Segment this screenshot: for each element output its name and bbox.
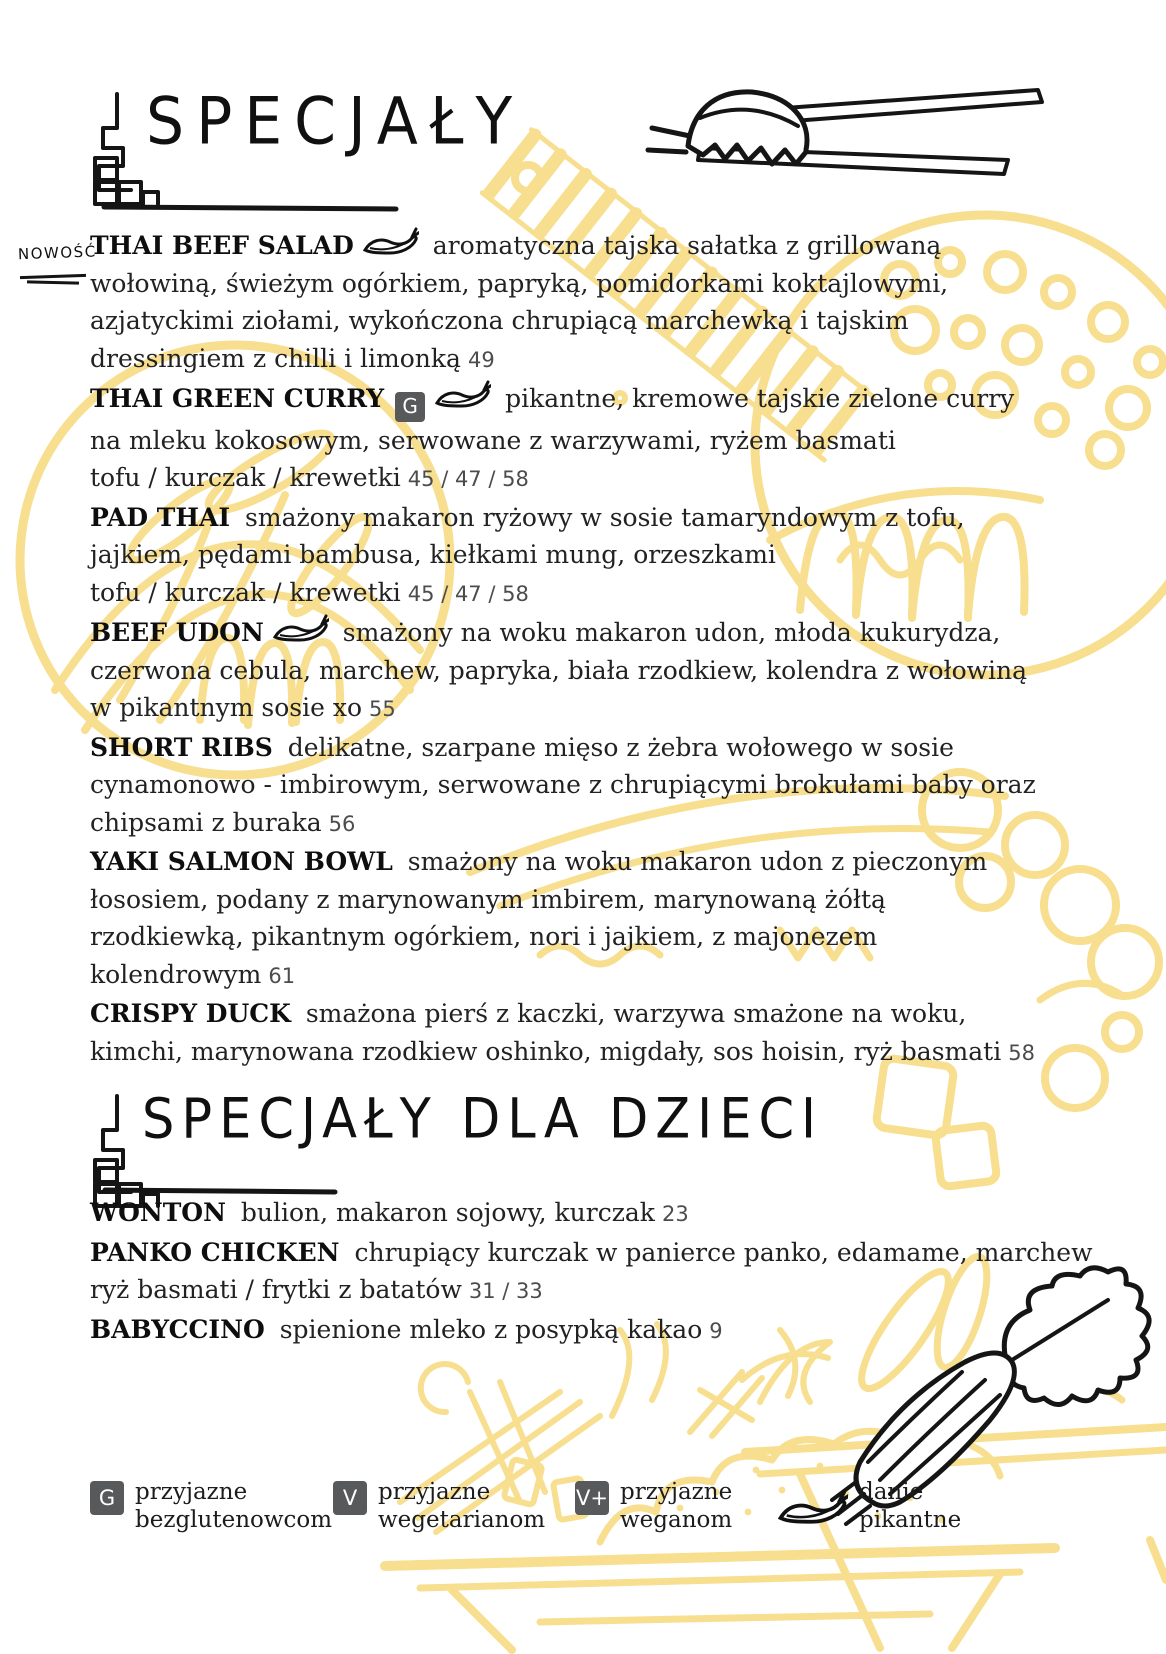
- item-description: delikatne, szarpane mięso z żebra wołowego w sosie cynamonowo - imbirowym, serwowane z chrupiącymi brokułami baby oraz chipsami z buraka: [90, 732, 1036, 837]
- specials-section: [17, 226, 1045, 1072]
- vegan-badge: V+: [575, 1481, 609, 1515]
- legend-vegan: [575, 1478, 732, 1534]
- vegetarian-badge: V: [333, 1481, 367, 1515]
- legend-label-line1: danie: [859, 1479, 924, 1505]
- item-name: SHORT RIBS: [90, 732, 273, 762]
- item-description: bulion, makaron sojowy, kurczak: [240, 1198, 655, 1227]
- menu-item-babyccino: [90, 1311, 1095, 1351]
- item-description: smażona pierś z kaczki, warzywa smażone na woku, kimchi, marynowana rzodkiew oshinko, migdały, sos hoisin, ryż basmati: [90, 999, 1002, 1066]
- legend-gluten-free: [90, 1478, 332, 1534]
- item-description: smażony na woku makaron udon, młoda kukurydza, czerwona cebula, marchew, papryka, biała rzodkiew, kolendra z wołowiną w pikantnym sosie xo: [90, 618, 1028, 723]
- legend-vegetarian: [333, 1478, 545, 1534]
- item-name: PANKO CHICKEN: [90, 1237, 340, 1267]
- item-description: spienione mleko z posypką kakao: [279, 1314, 703, 1344]
- legend-label-line2: pikantne: [859, 1507, 962, 1533]
- menu-item-beef-udon: [90, 613, 1045, 729]
- item-description: aromatyczna tajska sałatka z grillowaną wołowiną, świeżym ogórkiem, papryką, pomidorkami koktajlowymi, azjatyckimi ziołami, wykończona chrupiącą marchewką i tajskim dressingiem z chilli i limonką: [90, 231, 949, 373]
- item-name: THAI GREEN CURRY: [90, 384, 385, 413]
- item-name: BABYCCINO: [90, 1314, 265, 1344]
- menu-item-thai-green-curry: [90, 379, 1045, 499]
- item-name: BEEF UDON: [90, 618, 264, 648]
- spicy-icon: [273, 613, 329, 645]
- item-price: 9: [709, 1318, 723, 1343]
- item-name: CRISPY DUCK: [90, 999, 291, 1029]
- legend-label-line2: wegetarianom: [378, 1507, 546, 1533]
- legend-label: [378, 1478, 545, 1534]
- new-label-underline: [27, 280, 79, 284]
- spicy-icon: [363, 226, 419, 258]
- legend-label-line1: przyjazne: [620, 1479, 733, 1505]
- item-name: THAI BEEF SALAD: [90, 231, 354, 260]
- legend-label: [135, 1478, 332, 1534]
- menu-item-wonton: [90, 1194, 1095, 1234]
- menu-item-pad-thai: [90, 499, 1045, 614]
- kids-section-title: SPECJAŁY DLA DZIECI: [142, 1088, 824, 1152]
- item-price: 45 / 47 / 58: [407, 581, 529, 606]
- item-price: 23: [661, 1202, 689, 1226]
- menu-item-panko-chicken: [90, 1234, 1095, 1311]
- item-price: 55: [369, 697, 396, 722]
- item-price: 61: [268, 963, 296, 988]
- legend-label-line2: bezglutenowcom: [135, 1507, 333, 1533]
- gluten-free-badge: G: [90, 1481, 124, 1515]
- item-description: chrupiący kurczak w panierce panko, edamame, marchew: [354, 1237, 1093, 1267]
- item-variants: tofu / kurczak / krewetki: [90, 577, 401, 607]
- item-price: 45 / 47 / 58: [407, 467, 529, 492]
- new-label: [17, 235, 97, 284]
- item-name: YAKI SALMON BOWL: [90, 847, 393, 877]
- menu-item-short-ribs: [90, 729, 1045, 844]
- item-name: PAD THAI: [90, 502, 231, 532]
- item-name: WONTON: [90, 1198, 226, 1227]
- legend-label: [859, 1478, 961, 1534]
- legend-label: [620, 1478, 732, 1534]
- legend-spicy: [778, 1478, 961, 1534]
- legend-label-line1: przyjazne: [135, 1479, 248, 1505]
- menu-item-thai-beef-salad: [17, 226, 1045, 379]
- item-variants: tofu / kurczak / krewetki: [90, 463, 401, 493]
- gluten-free-badge: G: [395, 392, 425, 422]
- legend-label-line2: weganom: [620, 1507, 733, 1533]
- item-price: 31 / 33: [468, 1279, 543, 1303]
- item-description: smażony na woku makaron udon z pieczonym łososiem, podany z marynowanym imbirem, marynowaną żółtą rzodkiewką, pikantnym ogórkiem, nori i jajkiem, z majonezem kolendrowym: [90, 847, 988, 989]
- item-price: 58: [1008, 1040, 1035, 1065]
- item-variants-line: [90, 459, 1045, 499]
- item-price: 49: [467, 347, 495, 372]
- menu-item-yaki-salmon-bowl: [90, 843, 1045, 995]
- new-label-text: NOWOŚĆ: [17, 242, 97, 264]
- new-label-underline: [20, 273, 86, 278]
- item-variants: ryż basmati / frytki z batatów: [90, 1275, 462, 1304]
- kids-section: [90, 1194, 1095, 1350]
- item-variants-line: [90, 1271, 1095, 1311]
- item-description: pikantne, kremowe tajskie zielone curry na mleku kokosowym, serwowane z warzywami, ryżem basmati: [90, 384, 1015, 455]
- item-description: smażony makaron ryżowy w sosie tamaryndowym z tofu, jajkiem, pędami bambusa, kiełkami mung, orzeszkami: [90, 502, 965, 570]
- page-title: SPECJAŁY: [146, 84, 525, 160]
- item-price: 56: [328, 811, 356, 836]
- chilli-icon: [778, 1488, 848, 1528]
- legend-label-line1: przyjazne: [378, 1479, 491, 1505]
- legend: [0, 1478, 1166, 1568]
- item-variants-line: [90, 574, 1045, 614]
- spicy-icon: [435, 379, 491, 411]
- menu-item-crispy-duck: [90, 995, 1045, 1072]
